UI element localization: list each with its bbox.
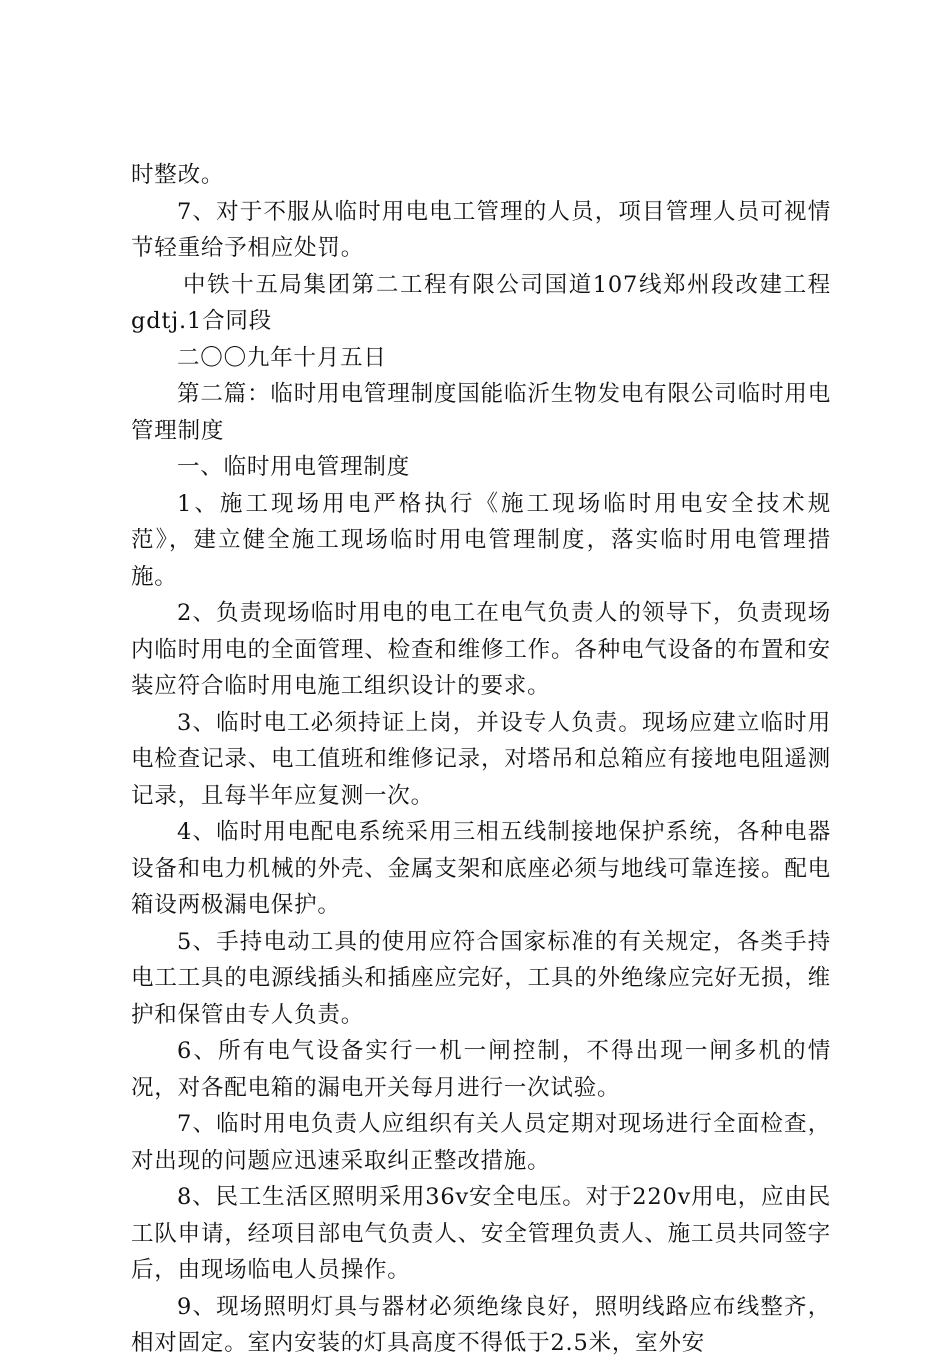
section-title-part-two: 第二篇：临时用电管理制度国能临沂生物发电有限公司临时用电管理制度 bbox=[131, 381, 831, 444]
paragraph-item-1: 1、施工现场用电严格执行《施工现场临时用电安全技术规范》，建立健全施工现场临时用电管理制度，落实临时用电管理措施。 bbox=[131, 490, 831, 590]
section-heading-temporary-power: 一、临时用电管理制度 bbox=[177, 454, 411, 480]
paragraph-item-8: 8、民工生活区照明采用36v安全电压。对于220v用电，应由民工队申请，经项目部电气负责人、安全管理负责人、施工员共同签字后，由现场临电人员操作。 bbox=[131, 1184, 831, 1283]
document-body bbox=[131, 157, 831, 1362]
paragraph-item-4: 4、临时用电配电系统采用三相五线制接地保护系统，各种电器设备和电力机械的外壳、金属支架和底座必须与地线可靠连接。配电箱设两极漏电保护。 bbox=[131, 819, 831, 918]
paragraph-item-9: 9、现场照明灯具与器材必须绝缘良好，照明线路应布线整齐，相对固定。室内安装的灯具高度不得低于2.5米，室外安 bbox=[131, 1293, 831, 1356]
paragraph-item-5: 5、手持电动工具的使用应符合国家标准的有关规定，各类手持电工工具的电源线插头和插座应完好，工具的外绝缘应完好无损，维护和保管由专人负责。 bbox=[131, 928, 831, 1028]
paragraph-item-2: 2、负责现场临时用电的电工在电气负责人的领导下，负责现场内临时用电的全面管理、检查和维修工作。各种电气设备的布置和安装应符合临时用电施工组织设计的要求。 bbox=[131, 600, 831, 699]
paragraph-item-7: 7、临时用电负责人应组织有关人员定期对现场进行全面检查，对出现的问题应迅速采取纠正整改措施。 bbox=[131, 1111, 831, 1174]
paragraph-item-7-penalty: 7、对于不服从临时用电电工管理的人员，项目管理人员可视情节轻重给予相应处罚。 bbox=[131, 198, 831, 261]
paragraph-signature-company: 中铁十五局集团第二工程有限公司国道107线郑州段改建工程gdtj.1合同段 bbox=[131, 271, 831, 334]
paragraph-signature-date: 二〇〇九年十月五日 bbox=[177, 344, 387, 371]
paragraph-item-6: 6、所有电气设备实行一机一闸控制，不得出现一闸多机的情况，对各配电箱的漏电开关每月进行一次试验。 bbox=[131, 1038, 831, 1101]
paragraph-continuation: 时整改。 bbox=[131, 162, 225, 188]
paragraph-item-3: 3、临时电工必须持证上岗，并设专人负责。现场应建立临时用电检查记录、电工值班和维修记录，对塔吊和总箱应有接地电阻遥测记录，且每半年应复测一次。 bbox=[131, 709, 831, 809]
